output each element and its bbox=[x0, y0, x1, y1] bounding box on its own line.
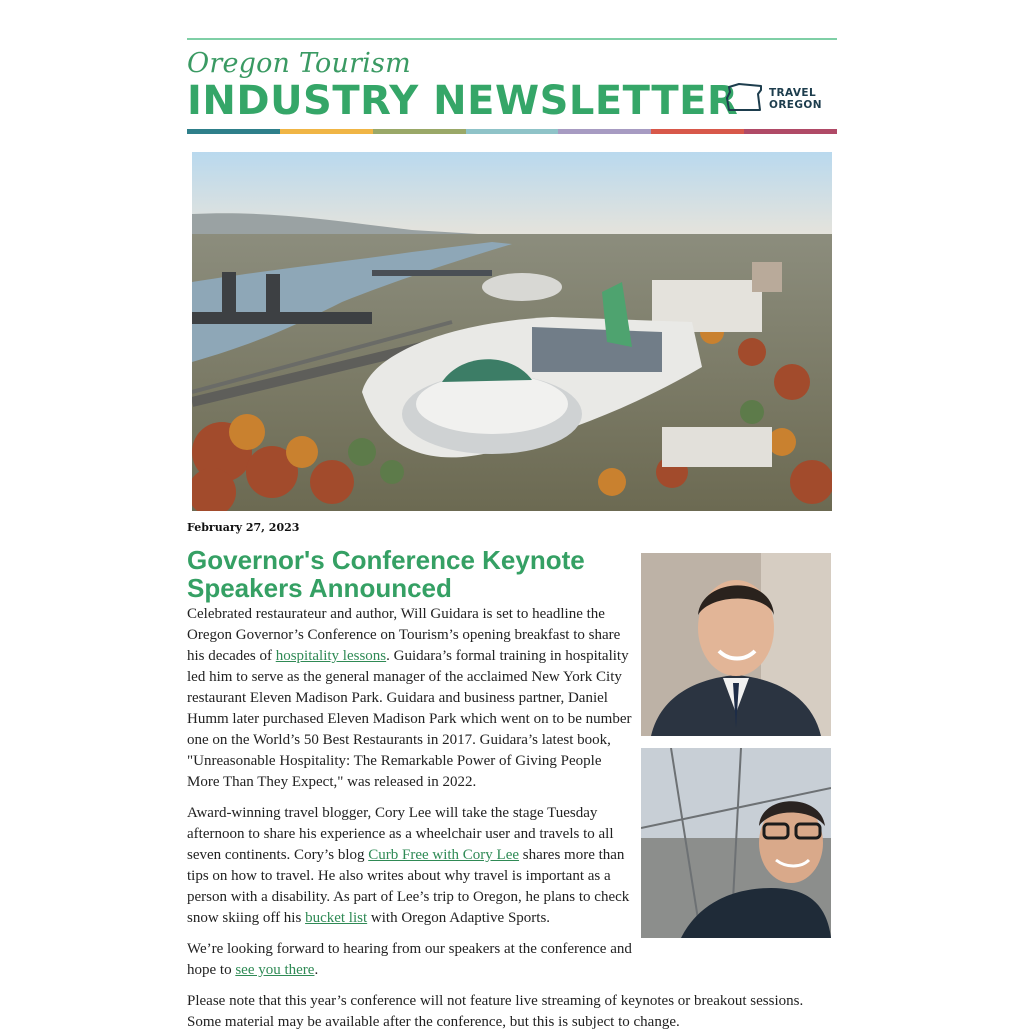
article-date: February 27, 2023 bbox=[187, 521, 300, 534]
stripe-segment bbox=[744, 129, 837, 134]
portrait-image bbox=[641, 748, 831, 938]
stripe-segment bbox=[651, 129, 744, 134]
color-stripe bbox=[187, 129, 837, 134]
paragraph-2 bbox=[187, 803, 637, 929]
logo-line-1: TRAVEL bbox=[769, 87, 817, 99]
header-kicker: Oregon Tourism bbox=[187, 48, 411, 79]
p3-text-1: We’re looking forward to hearing from our speakers at the conference and hope to bbox=[187, 941, 632, 978]
see-you-there-link[interactable]: see you there bbox=[235, 962, 315, 978]
stripe-segment bbox=[373, 129, 466, 134]
convention-center-aerial-image bbox=[192, 152, 832, 511]
stripe-segment bbox=[280, 129, 373, 134]
p2-text-1: Award-winning travel blogger, Cory Lee will take the stage Tuesday afternoon to share his experience as a wheelchair user and travels to all seven continents. Cory’s blog bbox=[187, 805, 614, 863]
hospitality-lessons-link[interactable]: hospitality lessons bbox=[275, 648, 387, 664]
curb-free-link[interactable]: Curb Free with Cory Lee bbox=[368, 847, 520, 863]
stripe-segment bbox=[558, 129, 651, 134]
hero-image[interactable] bbox=[192, 152, 832, 511]
oregon-state-icon bbox=[725, 82, 765, 114]
article-headline: Governor's Conference Keynote Speakers Announced bbox=[187, 545, 585, 603]
top-rule bbox=[187, 38, 837, 40]
logo-line-2: OREGON bbox=[769, 99, 822, 111]
stripe-segment bbox=[466, 129, 559, 134]
bucket-list-link[interactable]: bucket list bbox=[305, 910, 368, 926]
paragraph-1 bbox=[187, 604, 637, 793]
speaker-photo-will-guidara[interactable] bbox=[641, 553, 831, 736]
article-body bbox=[187, 604, 637, 991]
portrait-image bbox=[641, 553, 831, 736]
p1-text-2: . Guidara’s formal training in hospitality led him to serve as the general manager of the acclaimed New York City restaurant Eleven Madison Park. Guidara and business partner, Daniel Humm later purchased Eleven Madison Park which went on to be number one on the World’s 50 Best Restaurants in 2017. Guidara’s latest book, "Unreasonable Hospitality: The Remarkable Power of Giving People More Than They Expect," was released in 2022. bbox=[187, 648, 632, 790]
stripe-segment bbox=[187, 129, 280, 134]
paragraph-3 bbox=[187, 939, 637, 981]
p1-text-1: Celebrated restaurateur and author, Will Guidara is set to headline the Oregon Governor’s Conference on Tourism’s opening breakfast to share his decades of bbox=[187, 606, 621, 664]
speaker-photo-cory-lee[interactable] bbox=[641, 748, 831, 938]
newsletter-header bbox=[187, 48, 837, 124]
paragraph-4: Please note that this year’s conference will not feature live streaming of keynotes or breakout sessions. Some material may be available after the conference, but this is subject to change. bbox=[187, 993, 804, 1030]
newsletter-title: INDUSTRY NEWSLETTER bbox=[187, 78, 739, 124]
p2-text-2: shares more than tips on how to travel. He also writes about why travel is important as a person with a disability. As part of Lee’s trip to Oregon, he plans to check snow skiing off his bbox=[187, 847, 630, 926]
p3-text-2: . bbox=[314, 962, 319, 978]
p2-text-3: with Oregon Adaptive Sports. bbox=[367, 910, 551, 926]
travel-oregon-logo[interactable] bbox=[725, 82, 821, 116]
logo-wordmark bbox=[769, 87, 822, 111]
